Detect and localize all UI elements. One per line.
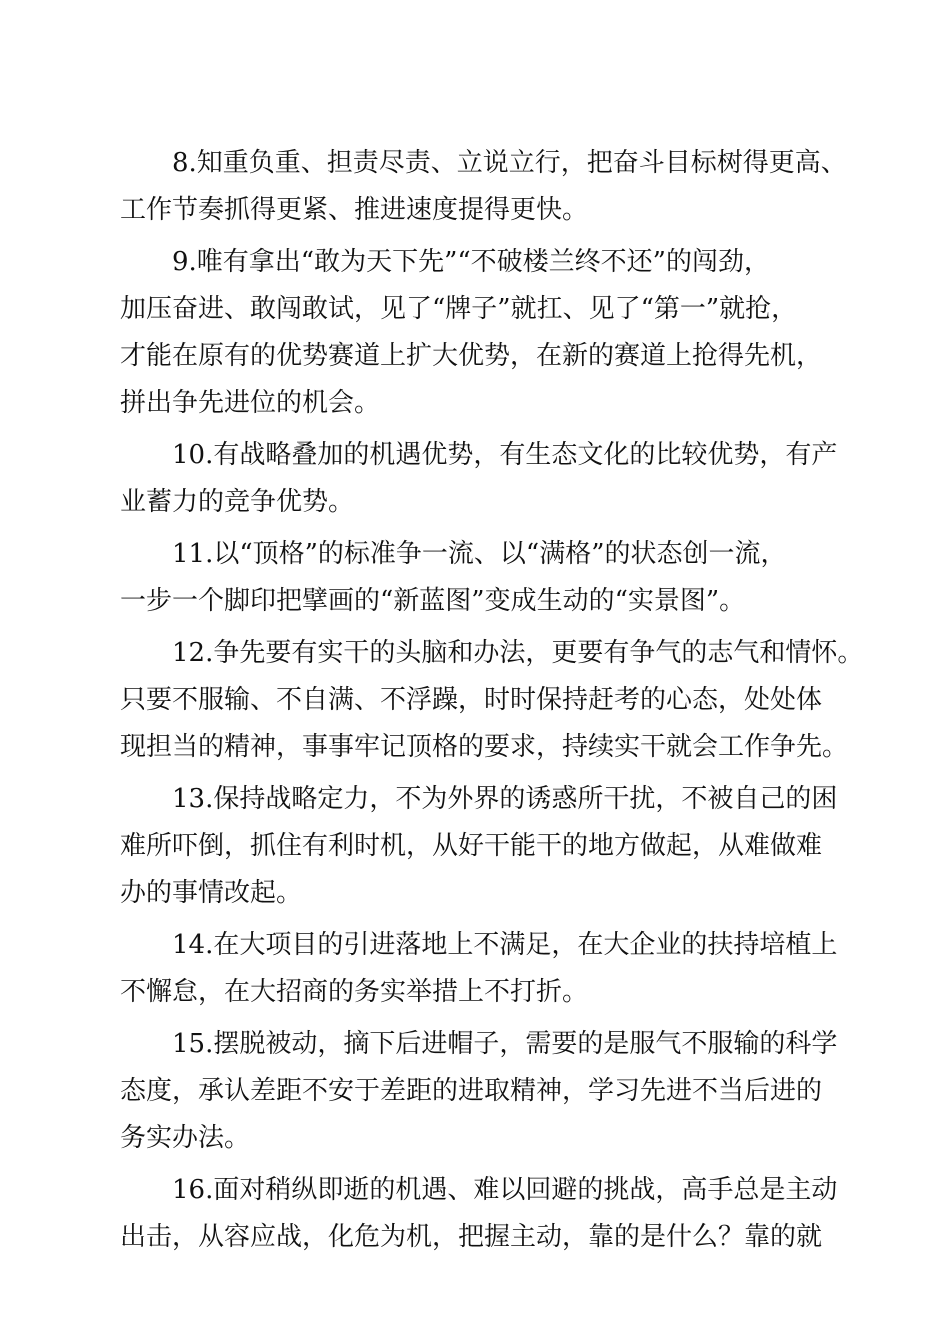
- paragraph-line: 14.在大项目的引进落地上不满足，在大企业的扶持培植上: [172, 930, 838, 960]
- paragraph-11: [120, 531, 832, 625]
- paragraph-line: 一步一个脚印把擘画的“新蓝图”变成生动的“实景图”。: [120, 586, 746, 616]
- paragraph-line: 才能在原有的优势赛道上扩大优势，在新的赛道上抢得先机，: [120, 341, 823, 371]
- paragraph-15: [120, 1021, 838, 1162]
- paragraph-10: [120, 432, 838, 526]
- paragraph-line: 不懈怠，在大招商的务实举措上不打折。: [120, 977, 589, 1007]
- paragraph-line: 出击，从容应战，化危为机，把握主动，靠的是什么？靠的就: [120, 1222, 823, 1252]
- paragraph-line: 12.争先要有实干的头脑和办法，更要有争气的志气和情怀。: [172, 638, 864, 668]
- paragraph-line: 办的事情改起。: [120, 878, 303, 908]
- paragraph-13: [120, 776, 838, 917]
- document-body: [120, 140, 864, 1266]
- paragraph-line: 业蓄力的竞争优势。: [120, 487, 355, 517]
- paragraph-9: [120, 239, 832, 427]
- paragraph-line: 11.以“顶格”的标准争一流、以“满格”的状态创一流，: [172, 539, 787, 569]
- paragraph-line: 8.知重负重、担责尽责、立说立行，把奋斗目标树得更高、: [172, 148, 847, 178]
- paragraph-line: 15.摆脱被动，摘下后进帽子，需要的是服气不服输的科学: [172, 1029, 838, 1059]
- paragraph-line: 13.保持战略定力，不为外界的诱惑所干扰，不被自己的困: [172, 784, 838, 814]
- paragraph-line: 10.有战略叠加的机遇优势，有生态文化的比较优势，有产: [172, 440, 838, 470]
- paragraph-line: 态度，承认差距不安于差距的进取精神，学习先进不当后进的: [120, 1076, 823, 1106]
- paragraph-12: [120, 630, 864, 771]
- paragraph-line: 务实办法。: [120, 1123, 251, 1153]
- paragraph-16: [120, 1167, 838, 1261]
- paragraph-line: 9.唯有拿出“敢为天下先”“不破楼兰终不还”的闯劲，: [172, 247, 770, 277]
- paragraph-14: [120, 922, 838, 1016]
- paragraph-line: 加压奋进、敢闯敢试，见了“牌子”就扛、见了“第一”就抢，: [120, 294, 798, 324]
- paragraph-line: 工作节奏抓得更紧、推进速度提得更快。: [120, 195, 589, 225]
- paragraph-line: 只要不服输、不自满、不浮躁，时时保持赶考的心态，处处体: [120, 685, 823, 715]
- paragraph-line: 拼出争先进位的机会。: [120, 388, 381, 418]
- paragraph-8: [120, 140, 847, 234]
- paragraph-line: 难所吓倒，抓住有利时机，从好干能干的地方做起，从难做难: [120, 831, 823, 861]
- paragraph-line: 现担当的精神，事事牢记顶格的要求，持续实干就会工作争先。: [120, 732, 849, 762]
- paragraph-line: 16.面对稍纵即逝的机遇、难以回避的挑战，高手总是主动: [172, 1175, 838, 1205]
